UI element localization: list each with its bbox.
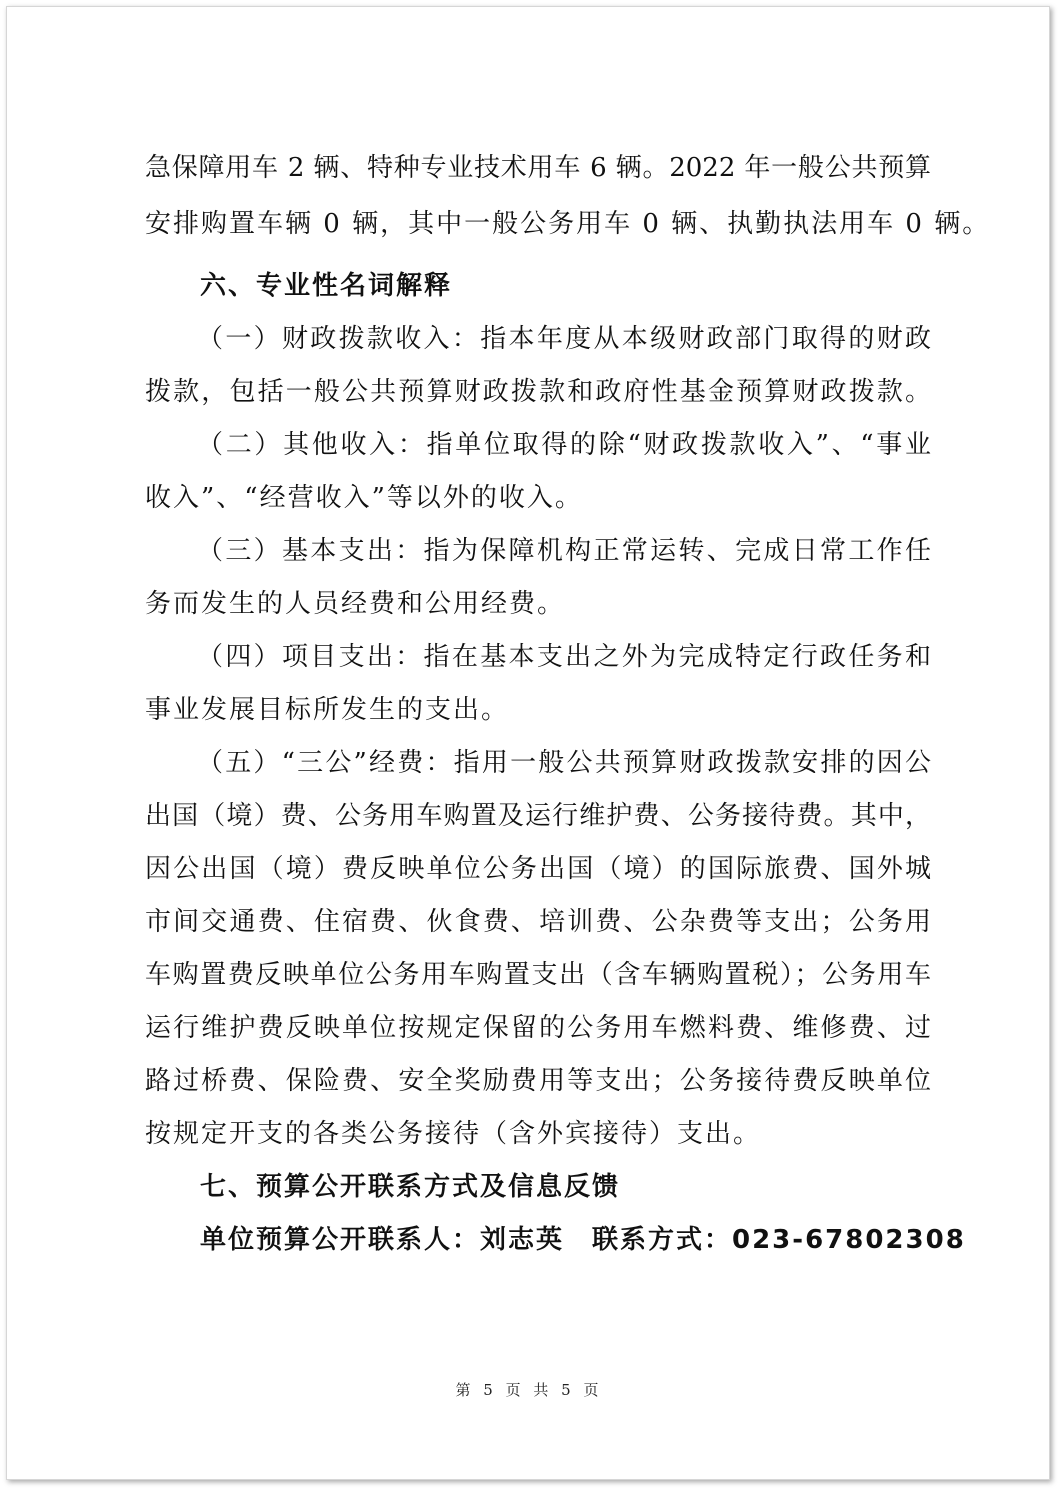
- body-line: 事业发展目标所发生的支出。: [145, 695, 510, 725]
- body-line: 按规定开支的各类公务接待（含外宾接待）支出。: [145, 1119, 762, 1149]
- body-line: （五）“三公”经费：指用一般公共预算财政拨款安排的因公: [197, 748, 931, 778]
- body-line: 拨款，包括一般公共预算财政拨款和政府性基金预算财政拨款。: [145, 377, 931, 407]
- contact-line: 单位预算公开联系人：刘志英 联系方式：023-67802308: [200, 1225, 966, 1255]
- section-heading-7: 七、预算公开联系方式及信息反馈: [200, 1172, 621, 1202]
- body-line: 务而发生的人员经费和公用经费。: [145, 589, 566, 619]
- body-line: （三）基本支出：指为保障机构正常运转、完成日常工作任: [197, 536, 931, 566]
- body-line: 出国（境）费、公务用车购置及运行维护费、公务接待费。其中，: [145, 801, 931, 831]
- body-line: 车购置费反映单位公务用车购置支出（含车辆购置税）；公务用车: [145, 960, 931, 990]
- body-line: （一）财政拨款收入：指本年度从本级财政部门取得的财政: [197, 324, 931, 354]
- document-page: [6, 6, 1050, 1480]
- body-line: （四）项目支出：指在基本支出之外为完成特定行政任务和: [197, 642, 931, 672]
- page-number-footer: 第 5 页 共 5 页: [455, 1381, 603, 1399]
- body-line: 收入”、“经营收入”等以外的收入。: [145, 483, 583, 513]
- body-line: 安排购置车辆 0 辆，其中一般公务用车 0 辆、执勤执法用车 0 辆。: [145, 209, 991, 239]
- body-line: 路过桥费、保险费、安全奖励费用等支出；公务接待费反映单位: [145, 1066, 931, 1096]
- body-line: 急保障用车 2 辆、特种专业技术用车 6 辆。2022 年一般公共预算: [145, 153, 931, 183]
- section-heading-6: 六、专业性名词解释: [200, 271, 453, 301]
- body-line: 运行维护费反映单位按规定保留的公务用车燃料费、维修费、过: [145, 1013, 931, 1043]
- body-line: （二）其他收入：指单位取得的除“财政拨款收入”、“事业: [197, 430, 931, 460]
- body-line: 市间交通费、住宿费、伙食费、培训费、公杂费等支出；公务用: [145, 907, 931, 937]
- body-line: 因公出国（境）费反映单位公务出国（境）的国际旅费、国外城: [145, 854, 931, 884]
